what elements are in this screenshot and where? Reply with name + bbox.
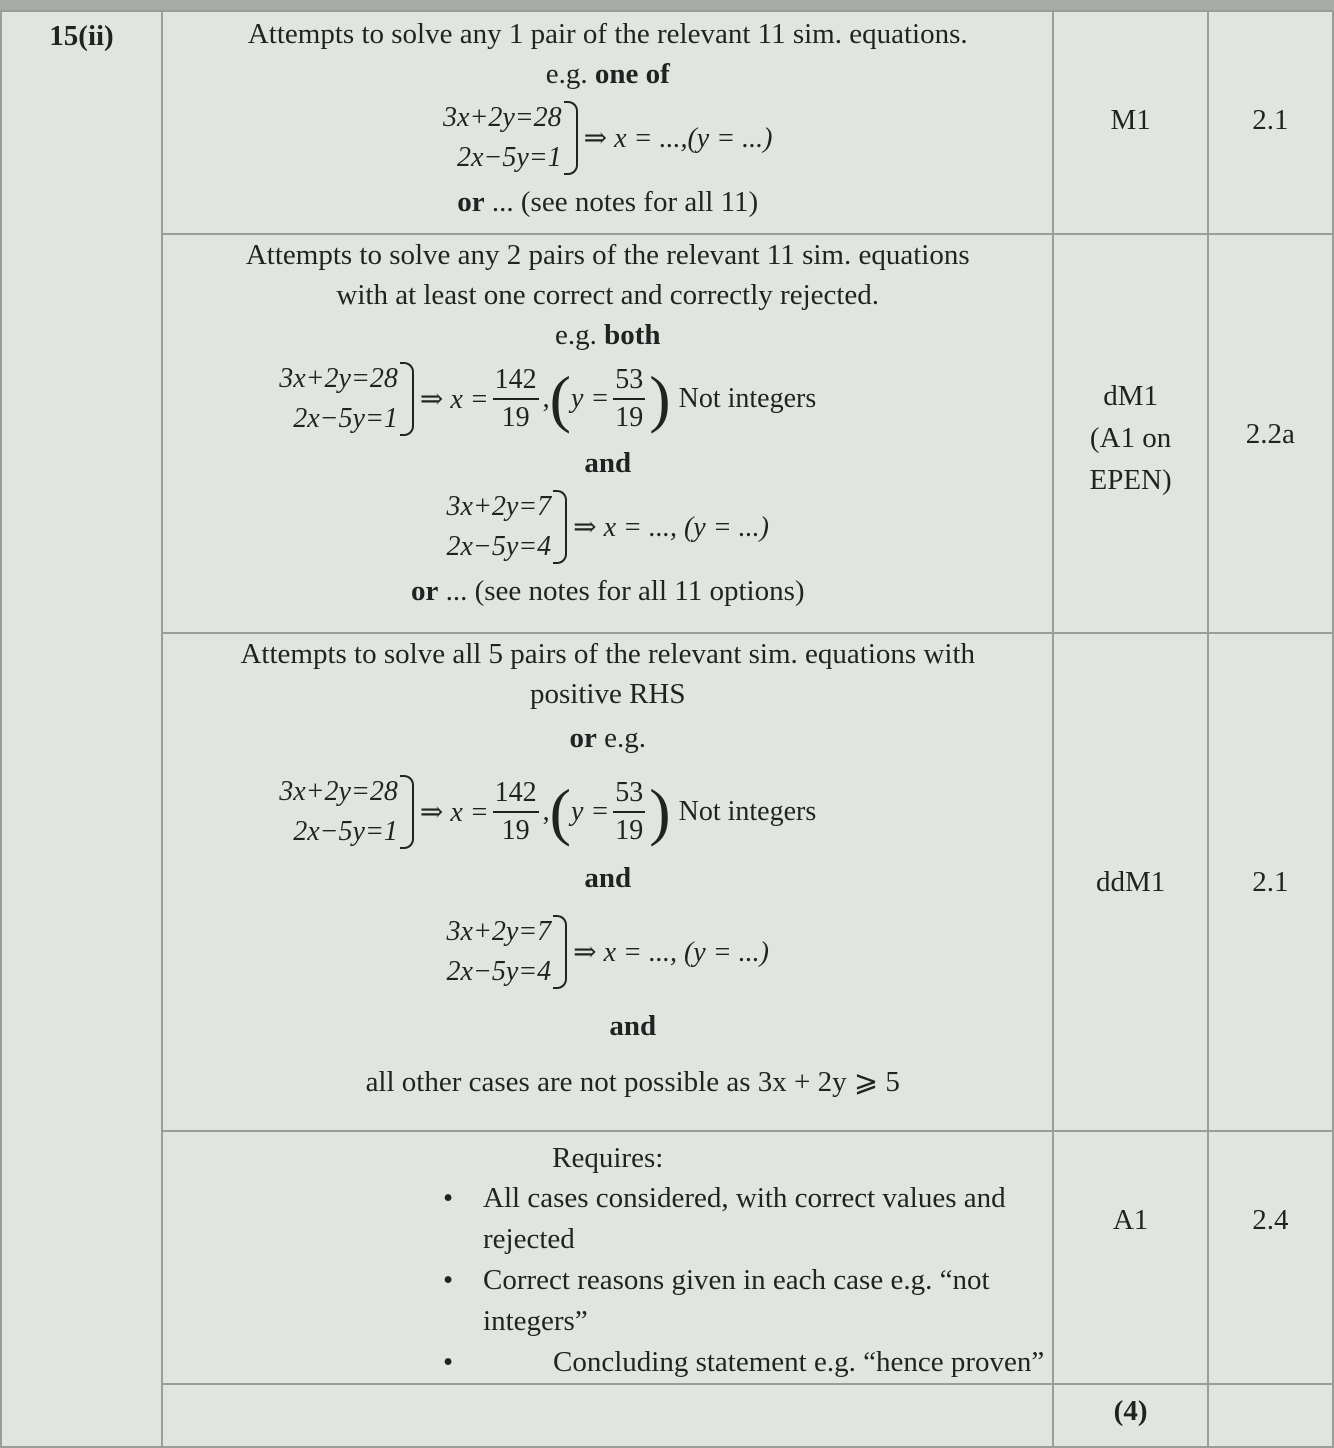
and-text: and — [584, 862, 632, 894]
brace-icon — [553, 490, 567, 564]
and-label — [163, 443, 1052, 483]
equation: 2x−5y=4 — [446, 956, 552, 987]
method-cell — [162, 11, 1053, 234]
equation: 2x−5y=1 — [293, 403, 398, 434]
denominator: 19 — [615, 815, 644, 846]
table-row — [1, 1384, 1333, 1447]
brace-icon — [564, 101, 578, 175]
mark-note: (A1 on — [1089, 422, 1172, 454]
equation: 2x−5y=1 — [293, 816, 398, 847]
equation-system: 3x+2y=28 2x−5y=1 ⇒ x = $\frac{142}{19}$ , ( y = $\frac{53}{19}$ ) Not integers — [163, 772, 932, 852]
list-item: • All cases considered, with correct values and rejected — [483, 1178, 1052, 1260]
mark-cell — [1053, 633, 1207, 1131]
y-equals: y = — [570, 796, 610, 827]
mark: ddM1 — [1095, 866, 1166, 898]
numerator: 53 — [613, 775, 645, 813]
eg-text: e.g. — [554, 319, 597, 351]
method-text: Attempts to solve any 2 pairs of the relevant 11 sim. equations — [245, 239, 970, 271]
table-row — [1, 633, 1333, 1131]
numerator: 53 — [613, 362, 645, 400]
eg-text: e.g. — [545, 58, 588, 90]
table-row — [1, 234, 1333, 633]
equation-system — [163, 487, 1052, 567]
footer-note — [163, 182, 1052, 222]
footer-text: ... (see notes for all 11) — [484, 186, 759, 218]
equation: 3x+2y=28 — [279, 776, 398, 807]
note: Not integers — [678, 383, 817, 414]
question-number: 15(ii) — [1, 11, 162, 1447]
and-label — [163, 858, 1052, 898]
conclusion-text: all other cases are not possible as 3x + 2y ⩾ 5 — [365, 1066, 900, 1098]
eg-bold: one of — [594, 58, 670, 90]
denominator: 19 — [501, 815, 530, 846]
and-text: and — [584, 447, 632, 479]
numerator: 142 — [493, 362, 539, 400]
equation: 2x−5y=4 — [446, 531, 552, 562]
ao-cell — [1208, 1384, 1333, 1447]
method-text: Attempts to solve any 1 pair of the relevant 11 sim. equations. — [247, 18, 968, 50]
list-item: • Concluding statement e.g. “hence proven” — [483, 1342, 1052, 1383]
requirements-list — [163, 1178, 1052, 1383]
mark: dM1 — [1103, 380, 1158, 412]
mark: A1 — [1112, 1204, 1149, 1236]
brace-icon — [400, 775, 414, 849]
ao-cell: 2.4 — [1208, 1131, 1333, 1384]
mark-note: EPEN) — [1089, 464, 1172, 496]
paren-close: ) — [649, 776, 671, 847]
equation: 3x+2y=7 — [446, 916, 552, 947]
fraction — [493, 775, 539, 849]
brace-icon — [400, 362, 414, 436]
numerator: 142 — [493, 775, 539, 813]
result: ⇒ x = ..., (y = ...) — [573, 937, 769, 968]
ao-cell: 2.2a — [1208, 234, 1333, 633]
fraction — [613, 362, 645, 436]
method-text: positive RHS — [529, 678, 686, 710]
mark-scheme-table — [0, 10, 1334, 1448]
and-label — [163, 1006, 1052, 1046]
paren-open: ( — [549, 776, 571, 847]
or-bold: or — [569, 722, 597, 754]
footer-note — [163, 571, 1052, 611]
equation-system — [163, 912, 1052, 992]
paren-close: ) — [649, 363, 671, 434]
footer-text: ... (see notes for all 11 options) — [438, 575, 805, 607]
equation: 3x+2y=28 — [443, 102, 562, 133]
fraction — [613, 775, 645, 849]
ao-cell: 2.1 — [1208, 633, 1333, 1131]
table-row — [1, 1131, 1333, 1384]
example-label — [163, 54, 1052, 94]
ao-cell: 2.1 — [1208, 11, 1333, 234]
paren-open: ( — [549, 363, 571, 434]
example-label — [163, 315, 1052, 355]
equation: 3x+2y=28 — [279, 363, 398, 394]
method-text: Attempts to solve all 5 pairs of the relevant sim. equations with — [240, 638, 975, 670]
equation: 3x+2y=7 — [446, 491, 552, 522]
result: ⇒ x = ..., (y = ...) — [573, 512, 769, 543]
list-item: • Correct reasons given in each case e.g. “not integers” — [483, 1260, 1052, 1342]
denominator: 19 — [615, 402, 644, 433]
method-cell — [162, 1384, 1053, 1447]
note: Not integers — [678, 796, 817, 827]
result: ⇒ x = ...,(y = ...) — [583, 123, 773, 154]
mark: M1 — [1110, 104, 1151, 136]
method-cell — [162, 1131, 1053, 1384]
mark-cell — [1053, 1131, 1207, 1384]
eg-bold: both — [604, 319, 661, 351]
method-text: with at least one correct and correctly rejected. — [336, 279, 880, 311]
equation-system: 3x+2y=28 2x−5y=1 ⇒ x = $\frac{142}{19}$ , ( y = $\frac{53}{19}$ ) Not integers — [163, 359, 932, 439]
x-equals: ⇒ x = — [419, 384, 489, 415]
eg-text: e.g. — [596, 722, 646, 754]
or-bold: or — [410, 575, 439, 607]
or-bold: or — [457, 186, 485, 218]
mark-cell — [1053, 234, 1207, 633]
y-equals: y = — [570, 383, 610, 414]
requires-heading: Requires: — [552, 1142, 664, 1174]
method-cell — [162, 234, 1053, 633]
equation-system — [163, 98, 1052, 178]
top-border — [0, 0, 1334, 10]
fraction — [493, 362, 539, 436]
mark-cell — [1053, 11, 1207, 234]
denominator: 19 — [501, 402, 530, 433]
equation: 2x−5y=1 — [457, 142, 562, 173]
example-label — [163, 718, 1052, 758]
total-marks: (4) — [1053, 1384, 1207, 1447]
brace-icon — [553, 915, 567, 989]
and-text: and — [609, 1010, 657, 1042]
x-equals: ⇒ x = — [419, 797, 489, 828]
table-row — [1, 11, 1333, 234]
method-cell — [162, 633, 1053, 1131]
